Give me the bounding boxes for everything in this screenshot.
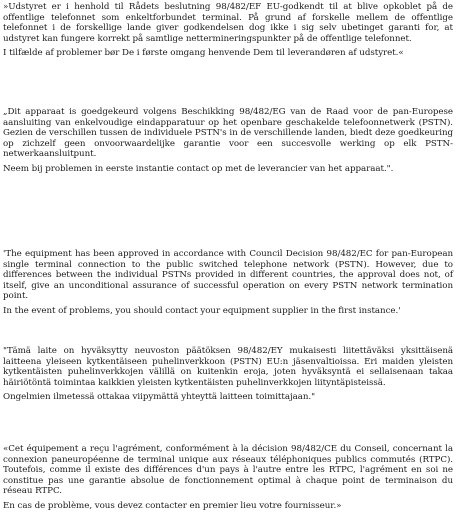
finnish-approval-paragraph: "Tämä laite on hyväksytty neuvoston päätöksen 98/482/EY mukaisesti liitettäväksi yksittäisenä laitteena yleiseen kytkentäiseen puhelinverkkoon (PSTN) EU:n jäsenvaltioissa. Eri maiden yleisten kytkentäisten puhelinverkkojen välillä on kuitenkin eroja, joten hyväksyntä ei sellaisenaan takaa häiriötöntä toimintaa kaikkien yleisten kytkentäisten puhelinverkkojen liityntäpisteissä. (3, 346, 453, 388)
dutch-approval-paragraph: „Dit apparaat is goedgekeurd volgens Beschikking 98/482/EG van de Raad voor de pan-Europese aansluiting van enkelvoudige eindapparatuur op het openbare geschakelde telefoonnetwerk (PSTN). Gezien de verschillen tussen de individuele PSTN's in de verschillende landen, biedt deze goedkeuring op zichzelf geen onvoorwaardelijke garantie voor een succesvolle werking op elk PSTN-netwerkaansluitpunt. (3, 107, 453, 160)
finnish-notice (3, 346, 453, 403)
danish-notice (3, 2, 453, 59)
french-contact-paragraph: En cas de problème, vous devez contacter en premier lieu votre fournisseur.» (3, 500, 342, 511)
danish-contact-paragraph: I tilfælde af problemer bør De i første omgang henvende Dem til leverandøren af udstyret.« (3, 48, 404, 59)
english-approval-paragraph: 'The equipment has been approved in accordance with Council Decision 98/482/EC for pan-European single terminal connection to the public switched telephone network (PSTN). However, due to differences between the individual PSTNs provided in different countries, the approval does not, of itself, give an unconditional assurance of successful operation on every PSTN network termination point. (3, 249, 453, 302)
english-contact-paragraph: In the event of problems, you should contact your equipment supplier in the first instance.' (3, 305, 401, 316)
danish-approval-paragraph: »Udstyret er i henhold til Rådets beslutning 98/482/EF EU-godkendt til at blive opkoblet på de offentlige telefonnet som enkeltforbundet terminal. På grund af forskelle mellem de offentlige telefonnet i de forskellige lande giver godkendelsen dog ikke i sig selv ubetinget garanti for, at udstyret kan fungere korrekt på samtlige nettermineringspunkter på de offentlige telefonnet. (3, 2, 453, 44)
french-approval-paragraph: «Cet équipement a reçu l'agrément, conformément à la décision 98/482/CE du Conseil, concernant la connexion paneuropéenne de terminal unique aux réseaux téléphoniques publics commutés (RTPC). Toutefois, comme il existe des différences d'un pays à l'autre entre les RTPC, l'agrément en soi ne constitue pas une garantie absolue de fonctionnement optimal à chaque point de terminaison du réseau RTPC. (3, 444, 453, 497)
dutch-notice (3, 107, 453, 175)
english-notice (3, 249, 453, 317)
finnish-contact-paragraph: Ongelmien ilmetessä ottakaa viipymättä yhteyttä laitteen toimittajaan." (3, 392, 316, 403)
dutch-contact-paragraph: Neem bij problemen in eerste instantie contact op met de leverancier van het apparaat.". (3, 163, 394, 174)
french-notice (3, 444, 453, 512)
